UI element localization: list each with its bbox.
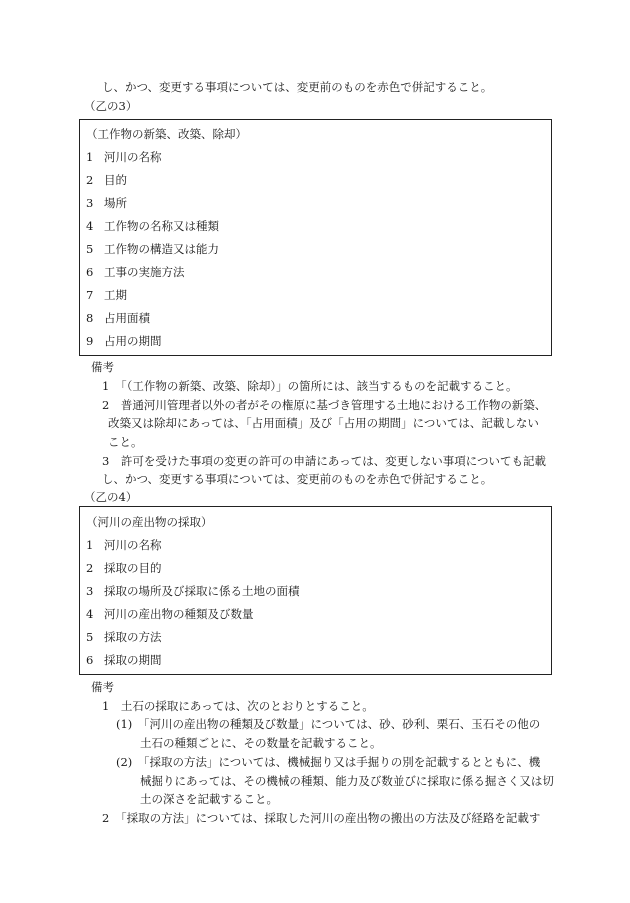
form-item-number: 5: [86, 242, 94, 256]
form-item-label: 工期: [104, 288, 127, 302]
form-item: [86, 267, 185, 279]
form-item-number: 7: [86, 288, 94, 302]
form-item-number: 2: [86, 173, 94, 187]
form-item-label: 河川の名称: [104, 538, 162, 552]
form-item: [86, 313, 150, 325]
form-item: [86, 290, 127, 302]
form-box-header: （工作物の新築、改築、除却）: [86, 127, 247, 141]
remarks-title: 備考: [91, 680, 114, 694]
form-item-label: 占用面積: [104, 311, 150, 325]
remarks-line: 1 土石の採取にあっては、次のとおりとすること。: [102, 699, 374, 713]
form-item-label: 場所: [104, 196, 127, 210]
form-item: [86, 655, 162, 667]
form-item-number: 8: [86, 311, 94, 325]
form-item-label: 工作物の構造又は能力: [104, 242, 219, 256]
form-item-number: 1: [86, 150, 94, 164]
section-label-3: （乙の3）: [84, 99, 138, 113]
form-item-label: 河川の産出物の種類及び数量: [104, 607, 254, 621]
form-item-label: 採取の方法: [104, 630, 162, 644]
form-item: [86, 336, 162, 348]
form-item-number: 6: [86, 653, 94, 667]
remarks-line: し、かつ、変更する事項については、変更前のものを赤色で併記すること。: [102, 472, 493, 486]
form-item: [86, 175, 127, 187]
remarks-line: 2 「採取の方法」については、採取した河川の産出物の搬出の方法及び経路を記載す: [102, 811, 541, 825]
form-item-number: 9: [86, 334, 94, 348]
form-item-number: 5: [86, 630, 94, 644]
form-item-label: 目的: [104, 173, 127, 187]
remarks-line: こと。: [108, 435, 143, 449]
form-item-label: 河川の名称: [104, 150, 162, 164]
remarks-title: 備考: [91, 360, 114, 374]
form-item-number: 6: [86, 265, 94, 279]
form-item: [86, 198, 127, 210]
form-box-header: （河川の産出物の採取）: [86, 515, 213, 529]
form-item-number: 2: [86, 561, 94, 575]
section-label-4: （乙の4）: [84, 490, 138, 504]
form-item: [86, 540, 162, 552]
remarks-line: 1 「（工作物の新築、改築、除却）」の箇所には、該当するものを記載すること。: [102, 379, 518, 393]
form-item: [86, 221, 219, 233]
form-item-label: 採取の場所及び採取に係る土地の面積: [104, 584, 300, 598]
remarks-line: 3 許可を受けた事項の変更の許可の申請にあっては、変更しない事項についても記載: [102, 454, 546, 468]
remarks-line: (1) 「河川の産出物の種類及び数量」については、砂、砂利、栗石、玉石その他の: [116, 717, 541, 731]
form-item-number: 4: [86, 607, 94, 621]
form-item-label: 採取の期間: [104, 653, 162, 667]
continuation-text: し、かつ、変更する事項については、変更前のものを赤色で併記すること。: [102, 80, 493, 94]
form-item-label: 採取の目的: [104, 561, 162, 575]
form-item-label: 工事の実施方法: [104, 265, 185, 279]
form-box-3: [79, 119, 552, 356]
form-box-4: [79, 506, 552, 675]
remarks-line: 土の深さを記載すること。: [140, 792, 278, 806]
form-item: [86, 609, 254, 621]
form-item-number: 3: [86, 196, 94, 210]
form-item-number: 4: [86, 219, 94, 233]
form-item-label: 占用の期間: [104, 334, 162, 348]
form-item-label: 工作物の名称又は種類: [104, 219, 219, 233]
remarks-line: 2 普通河川管理者以外の者がその権原に基づき管理する土地における工作物の新築、: [102, 398, 547, 412]
form-item: [86, 563, 162, 575]
form-item: [86, 152, 162, 164]
remarks-line: 土石の種類ごとに、その数量を記載すること。: [140, 736, 382, 750]
form-item: [86, 586, 300, 598]
form-item-number: 1: [86, 538, 94, 552]
remarks-line: (2) 「採取の方法」については、機械掘り又は手掘りの別を記載するとともに、機: [116, 755, 541, 769]
form-item: [86, 244, 219, 256]
form-item-number: 3: [86, 584, 94, 598]
remarks-line: 改築又は除却にあっては、「占用面積」及び「占用の期間」については、記載しない: [108, 416, 539, 430]
form-item: [86, 632, 162, 644]
remarks-line: 械掘りにあっては、その機械の種類、能力及び数並びに採取に係る掘さく又は切: [140, 774, 554, 788]
